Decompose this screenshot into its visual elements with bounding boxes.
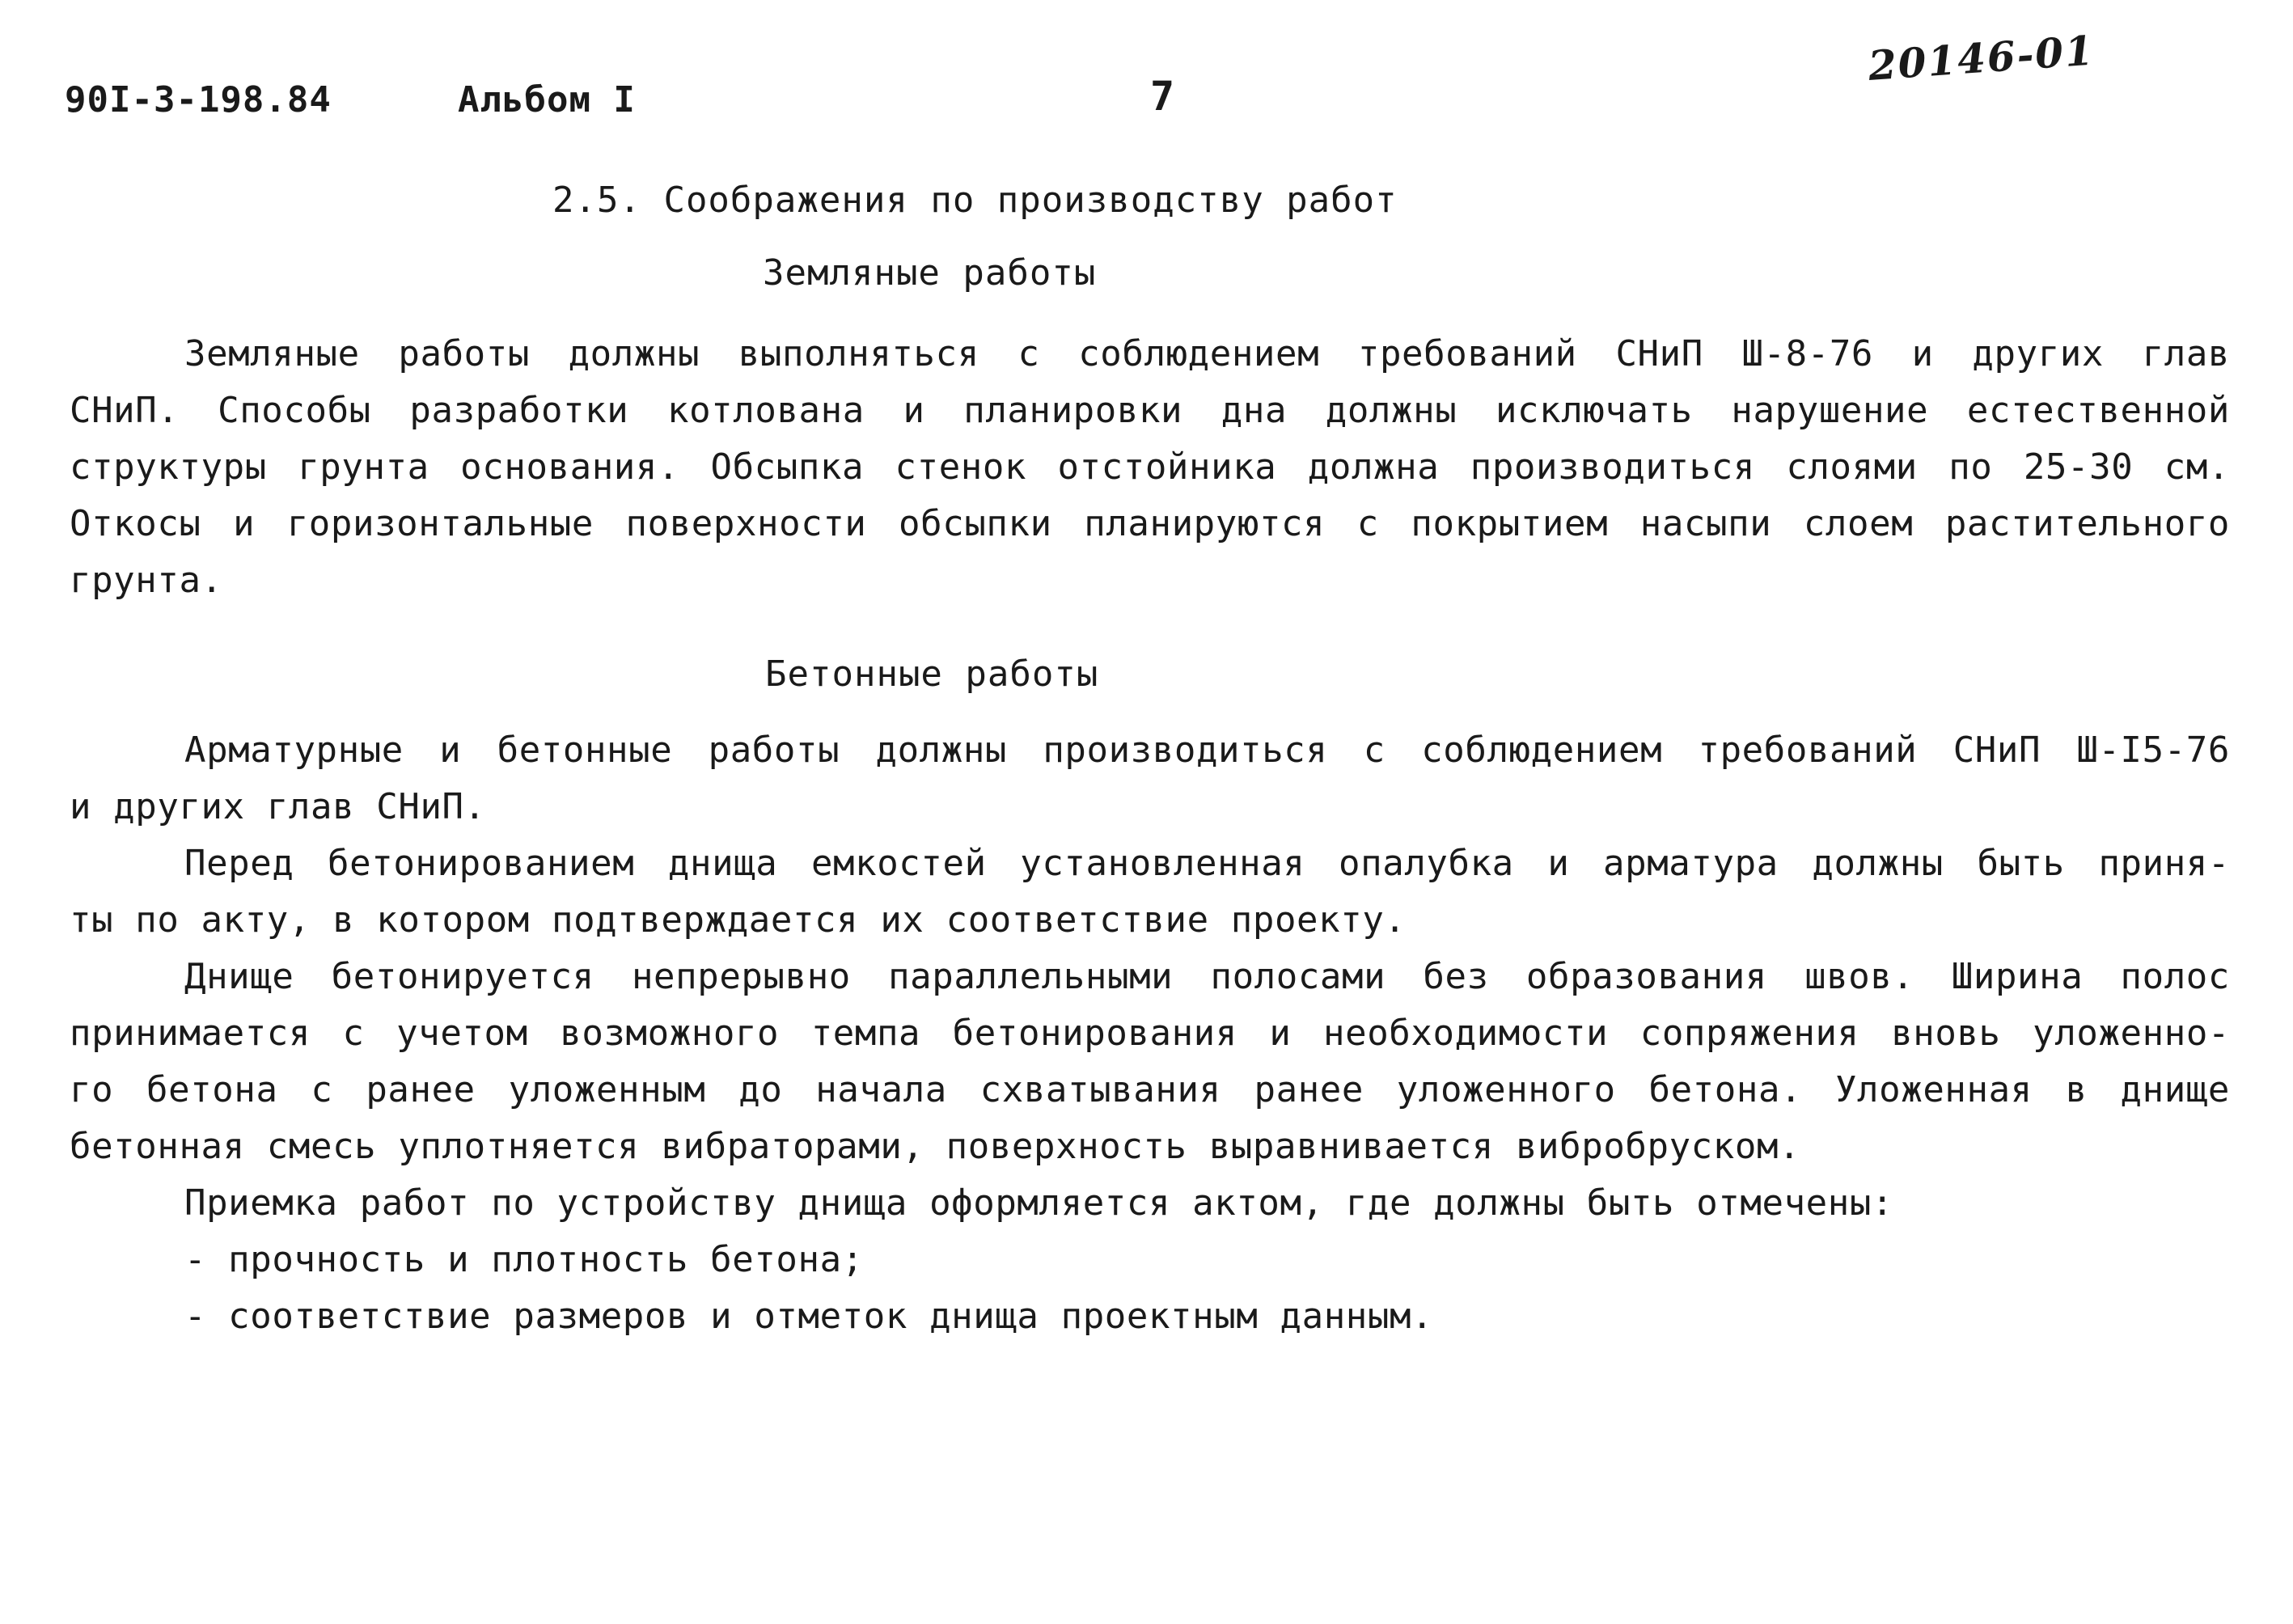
earthworks-line: СНиП. Способы разработки котлована и планировки дна должны исключать нарушение естественной xyxy=(70,390,2230,431)
concrete-line: ты по акту, в котором подтверждается их соответствие проекту. xyxy=(70,899,1407,941)
concrete-line: го бетона с ранее уложенным до начала схватывания ранее уложенного бетона. Уложенная в днище xyxy=(70,1069,2230,1110)
earthworks-line: грунта. xyxy=(70,560,223,601)
earthworks-title: Земляные работы xyxy=(763,252,1097,294)
earthworks-line: структуры грунта основания. Обсыпка стенок отстойника должна производиться слоями по 25-30 см. xyxy=(70,446,2230,488)
concrete-line: и других глав СНиП. xyxy=(70,786,486,827)
concrete-line: принимается с учетом возможного темпа бетонирования и необходимости сопряжения вновь уложенно- xyxy=(70,1013,2230,1054)
concrete-line: Перед бетонированием днища емкостей установленная опалубка и арматура должны быть приня- xyxy=(184,843,2230,884)
document-code: 90I-3-198.84 xyxy=(65,79,332,121)
concrete-list-item: - прочность и плотность бетона; xyxy=(184,1239,864,1280)
handwritten-number: 20146-01 xyxy=(1866,26,2096,90)
concrete-line: Днище бетонируется непрерывно параллельными полосами без образования швов. Ширина полос xyxy=(184,956,2230,997)
album-label: Альбом I xyxy=(458,79,636,121)
earthworks-line: Земляные работы должны выполняться с соблюдением требований СНиП Ш-8-76 и других глав xyxy=(184,333,2230,374)
concrete-works-title: Бетонные работы xyxy=(765,653,1099,695)
earthworks-line: Откосы и горизонтальные поверхности обсыпки планируются с покрытием насыпи слоем растительного xyxy=(70,503,2230,544)
page-number: 7 xyxy=(1150,73,1176,120)
concrete-line: Приемка работ по устройству днища оформляется актом, где должны быть отмечены: xyxy=(184,1182,1894,1224)
concrete-list-item: - соответствие размеров и отметок днища проектным данным. xyxy=(184,1296,1434,1337)
section-heading: 2.5. Соображения по производству работ xyxy=(552,180,1398,221)
concrete-line: бетонная смесь уплотняется вибраторами, поверхность выравнивается вибробруском. xyxy=(70,1126,1801,1167)
concrete-line: Арматурные и бетонные работы должны производиться с соблюдением требований СНиП Ш-I5-76 xyxy=(184,730,2230,771)
